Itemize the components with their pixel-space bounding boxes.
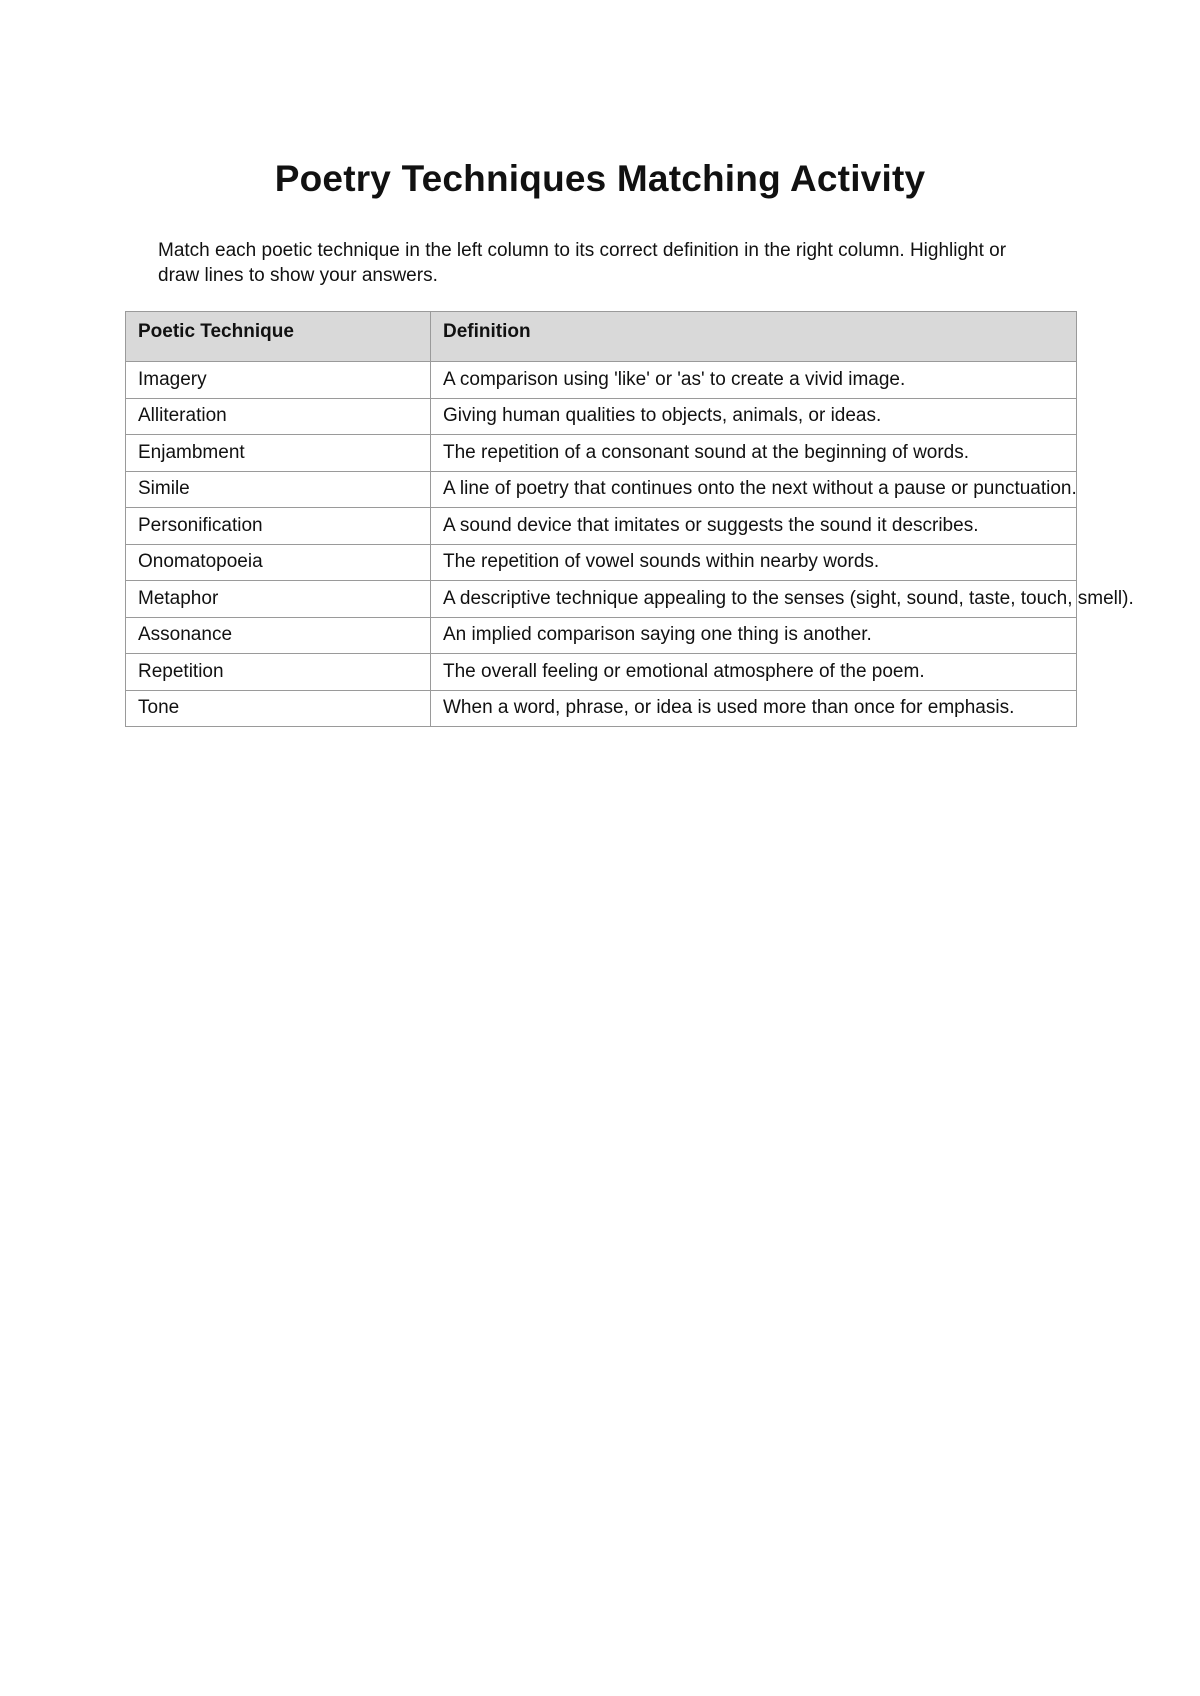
definition-cell: When a word, phrase, or idea is used more than once for emphasis. — [431, 690, 1077, 727]
column-header-technique: Poetic Technique — [126, 312, 431, 362]
column-header-definition: Definition — [431, 312, 1077, 362]
definition-cell: A descriptive technique appealing to the senses (sight, sound, taste, touch, smell). — [431, 581, 1077, 618]
technique-cell: Onomatopoeia — [126, 544, 431, 581]
technique-cell: Tone — [126, 690, 431, 727]
technique-cell: Enjambment — [126, 435, 431, 472]
table-row — [126, 435, 1077, 472]
table-row — [126, 508, 1077, 545]
technique-cell: Metaphor — [126, 581, 431, 618]
table-header-row — [126, 312, 1077, 362]
table-row — [126, 362, 1077, 399]
definition-cell: An implied comparison saying one thing is another. — [431, 617, 1077, 654]
technique-cell: Simile — [126, 471, 431, 508]
definition-cell: The repetition of a consonant sound at the beginning of words. — [431, 435, 1077, 472]
technique-cell: Imagery — [126, 362, 431, 399]
definition-cell: Giving human qualities to objects, animals, or ideas. — [431, 398, 1077, 435]
definition-cell: The repetition of vowel sounds within nearby words. — [431, 544, 1077, 581]
table-row — [126, 471, 1077, 508]
table-row — [126, 398, 1077, 435]
definition-cell: The overall feeling or emotional atmosphere of the poem. — [431, 654, 1077, 691]
definition-cell: A sound device that imitates or suggests the sound it describes. — [431, 508, 1077, 545]
technique-cell: Assonance — [126, 617, 431, 654]
table-row — [126, 617, 1077, 654]
table-row — [126, 654, 1077, 691]
instructions-text: Match each poetic technique in the left column to its correct definition in the right column. Highlight or draw lines to show your answers. — [158, 240, 1007, 286]
table-row — [126, 544, 1077, 581]
technique-cell: Alliteration — [126, 398, 431, 435]
technique-cell: Repetition — [126, 654, 431, 691]
table-row — [126, 581, 1077, 618]
page-title: Poetry Techniques Matching Activity — [274, 158, 926, 199]
definition-cell: A line of poetry that continues onto the next without a pause or punctuation. — [431, 471, 1077, 508]
matching-table — [125, 311, 1134, 727]
technique-cell: Personification — [126, 508, 431, 545]
definition-cell: A comparison using 'like' or 'as' to create a vivid image. — [431, 362, 1077, 399]
table-row — [126, 690, 1077, 727]
